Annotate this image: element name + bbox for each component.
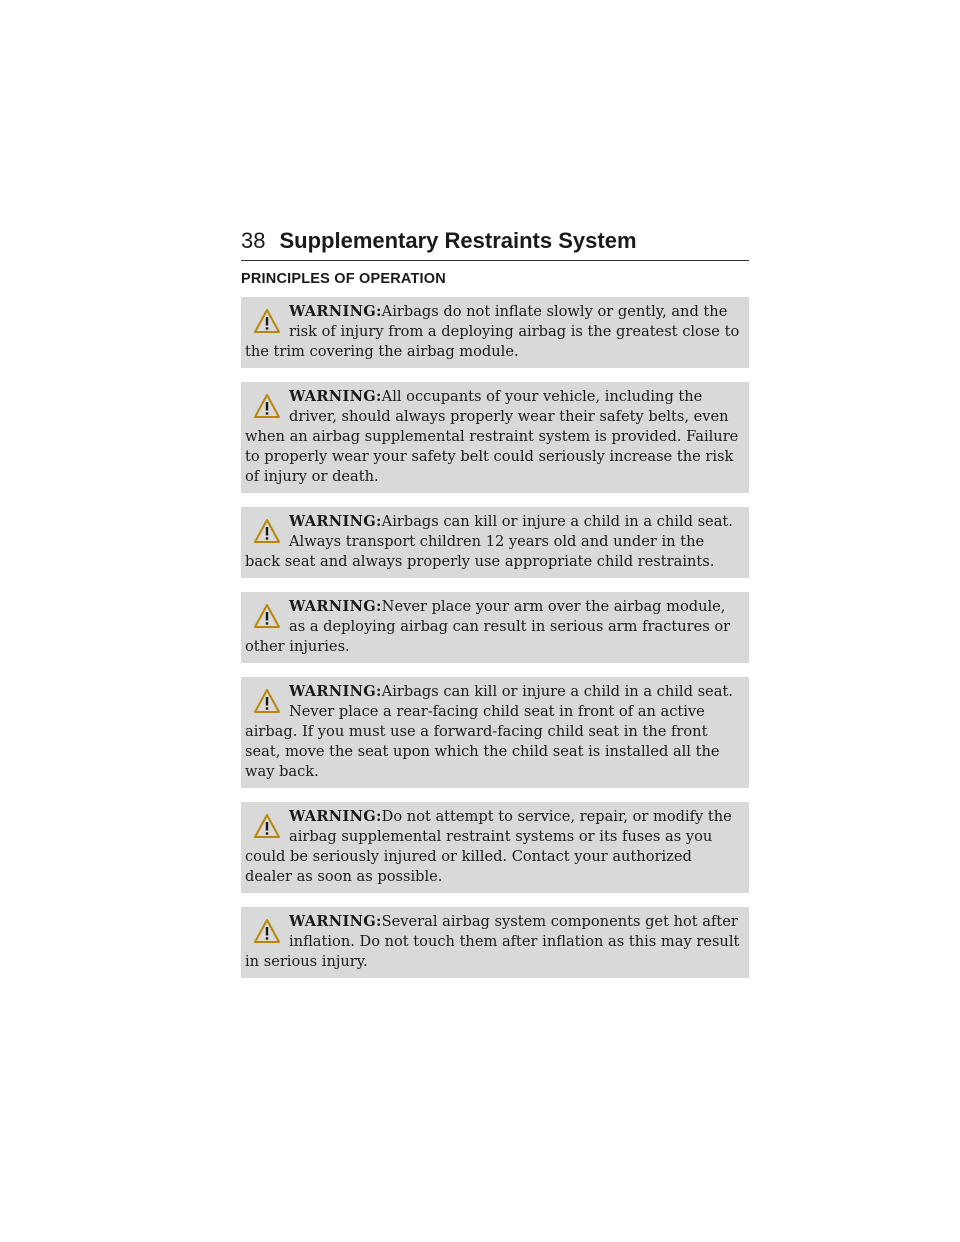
page-header <box>241 228 749 261</box>
warning-triangle-icon <box>245 302 289 340</box>
warning-box <box>241 907 749 978</box>
warning-text <box>245 387 743 487</box>
page-number: 38 <box>241 228 266 253</box>
warning-label: WARNING: <box>289 913 382 930</box>
warning-box <box>241 382 749 493</box>
warning-box <box>241 297 749 368</box>
warning-triangle-icon <box>245 512 289 550</box>
warning-box <box>241 802 749 893</box>
warning-body: Airbags can kill or injure a child in a child seat. Always transport children 12 years old and under in the back seat and always properly use appropriate child restraints. <box>245 513 733 570</box>
warning-body: Airbags can kill or injure a child in a child seat. Never place a rear-facing child seat in front of an active airbag. If you must use a forward-facing child seat in the front seat, move the seat upon which the child seat is installed all the way back. <box>245 683 733 780</box>
section-heading: PRINCIPLES OF OPERATION <box>241 271 446 287</box>
warnings-list <box>241 297 749 978</box>
warning-text <box>245 302 743 362</box>
warning-label: WARNING: <box>289 513 382 530</box>
warning-label: WARNING: <box>289 683 382 700</box>
manual-page <box>241 228 749 978</box>
warning-text <box>245 682 743 782</box>
chapter-title: Supplementary Restraints System <box>279 228 637 253</box>
warning-body: Airbags do not inflate slowly or gently, and the risk of injury from a deploying airbag is the greatest close to the trim covering the airbag module. <box>245 303 740 360</box>
warning-text <box>245 912 743 972</box>
warning-body: Several airbag system components get hot after inflation. Do not touch them after inflation as this may result in serious injury. <box>245 913 740 970</box>
warning-body: Never place your arm over the airbag module, as a deploying airbag can result in serious arm fractures or other injuries. <box>245 598 731 655</box>
warning-label: WARNING: <box>289 598 382 615</box>
warning-triangle-icon <box>245 682 289 720</box>
warning-triangle-icon <box>245 387 289 425</box>
warning-body: Do not attempt to service, repair, or modify the airbag supplemental restraint systems or its fuses as you could be seriously injured or killed. Contact your authorized dealer as soon as possible. <box>245 808 732 885</box>
warning-text <box>245 597 743 657</box>
warning-box <box>241 592 749 663</box>
warning-label: WARNING: <box>289 808 382 825</box>
warning-box <box>241 677 749 788</box>
warning-triangle-icon <box>245 807 289 845</box>
warning-triangle-icon <box>245 597 289 635</box>
warning-text <box>245 512 743 572</box>
warning-label: WARNING: <box>289 388 382 405</box>
warning-text <box>245 807 743 887</box>
warning-label: WARNING: <box>289 303 382 320</box>
warning-body: All occupants of your vehicle, including the driver, should always properly wear their safety belts, even when an airbag supplemental restraint system is provided. Failure to properly wear your safety belt could seriously increase the risk of injury or death. <box>245 388 739 485</box>
warning-triangle-icon <box>245 912 289 950</box>
warning-box <box>241 507 749 578</box>
